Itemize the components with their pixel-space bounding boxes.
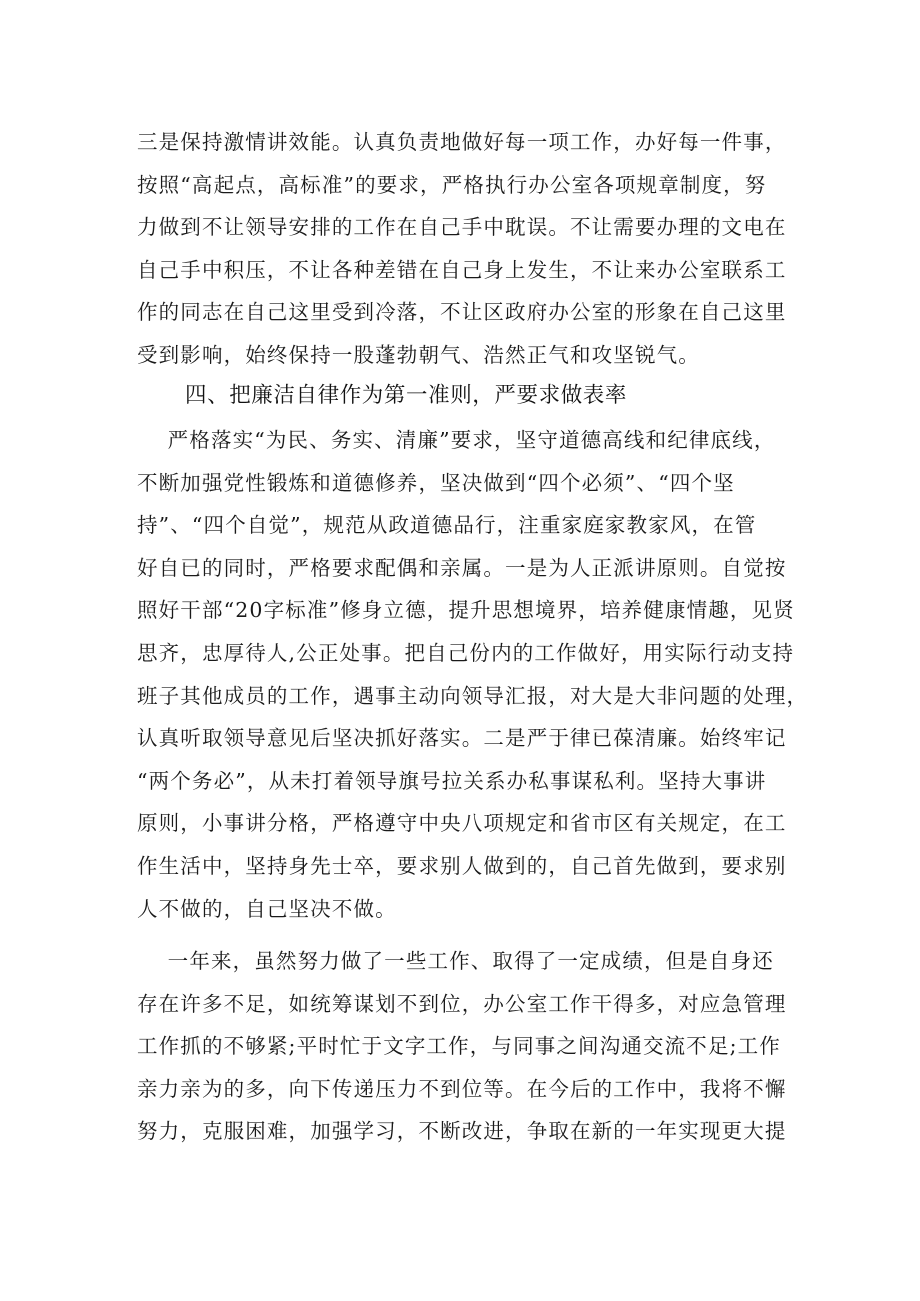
text-line: 人不做的，自己坚决不做。 <box>137 896 397 921</box>
text-line: 班子其他成员的工作，遇事主动向领导汇报，对大是大非问题的处理， <box>137 683 809 708</box>
paragraph-3 <box>137 940 797 1153</box>
text-line: 一年来，虽然努力做了一些工作、取得了一定成绩，但是自身还 <box>137 949 774 973</box>
text-line: 思齐，忠厚待人,公正处事。把自己份内的工作做好，用实际行动支持 <box>137 640 795 665</box>
text-line: 原则，小事讲分格，严格遵守中央八项规定和省市区有关规定，在工 <box>137 811 787 836</box>
text-line: 作生活中，坚持身先士卒，要求别人做到的，自己首先做到，要求别 <box>137 853 787 878</box>
text-line: 按照“高起点，高标准”的要求，严格执行办公室各项规章制度，努 <box>137 172 767 197</box>
text-line: 照好干部“20字标准”修身立德，提升思想境界，培养健康情趣，见贤 <box>137 598 795 623</box>
text-line: 亲力亲为的多，向下传递压力不到位等。在今后的工作中，我将不懈 <box>137 1076 787 1101</box>
text-line: “两个务必”，从未打着领导旗号拉关系办私事谋私利。坚持大事讲 <box>137 768 767 793</box>
paragraph-2 <box>137 419 809 930</box>
text-line: 努力，克服困难，加强学习，不断改进，争取在新的一年实现更大提 <box>137 1119 787 1144</box>
paragraph-1 <box>137 121 797 377</box>
section-heading: 四、把廉洁自律作为第一准则，严要求做表率 <box>185 383 628 408</box>
text-line: 工作抓的不够紧;平时忙于文字工作，与同事之间沟通交流不足;工作 <box>137 1034 781 1059</box>
text-line: 认真听取领导意见后坚决抓好落实。二是严于律已葆清廉。始终牢记 <box>137 726 787 751</box>
text-line: 好自已的同时，严格要求配偶和亲属。一是为人正派讲原则。自觉按 <box>137 555 787 580</box>
text-line: 严格落实“为民、务实、清廉”要求，坚守道德高线和纪律底线， <box>137 428 776 452</box>
text-line: 作的同志在自己这里受到冷落，不让区政府办公室的形象在自己这里 <box>137 300 787 325</box>
text-line: 存在许多不足，如统筹谋划不到位，办公室工作干得多，对应急管理 <box>137 991 787 1016</box>
text-line: 不断加强党性锻炼和道德修养，坚决做到“四个必须”、“四个坚 <box>137 470 735 495</box>
text-line: 三是保持激情讲效能。认真负责地做好每一项工作，办好每一件事， <box>137 130 787 154</box>
text-line: 受到影响，始终保持一股蓬勃朝气、浩然正气和攻坚锐气。 <box>137 342 700 367</box>
text-line: 自己手中积压，不让各种差错在自己身上发生，不让来办公室联系工 <box>137 257 787 282</box>
text-line: 力做到不让领导安排的工作在自己手中耽误。不让需要办理的文电在 <box>137 215 787 240</box>
text-line: 持”、“四个自觉”，规范从政道德品行，注重家庭家教家风，在管 <box>137 513 757 538</box>
